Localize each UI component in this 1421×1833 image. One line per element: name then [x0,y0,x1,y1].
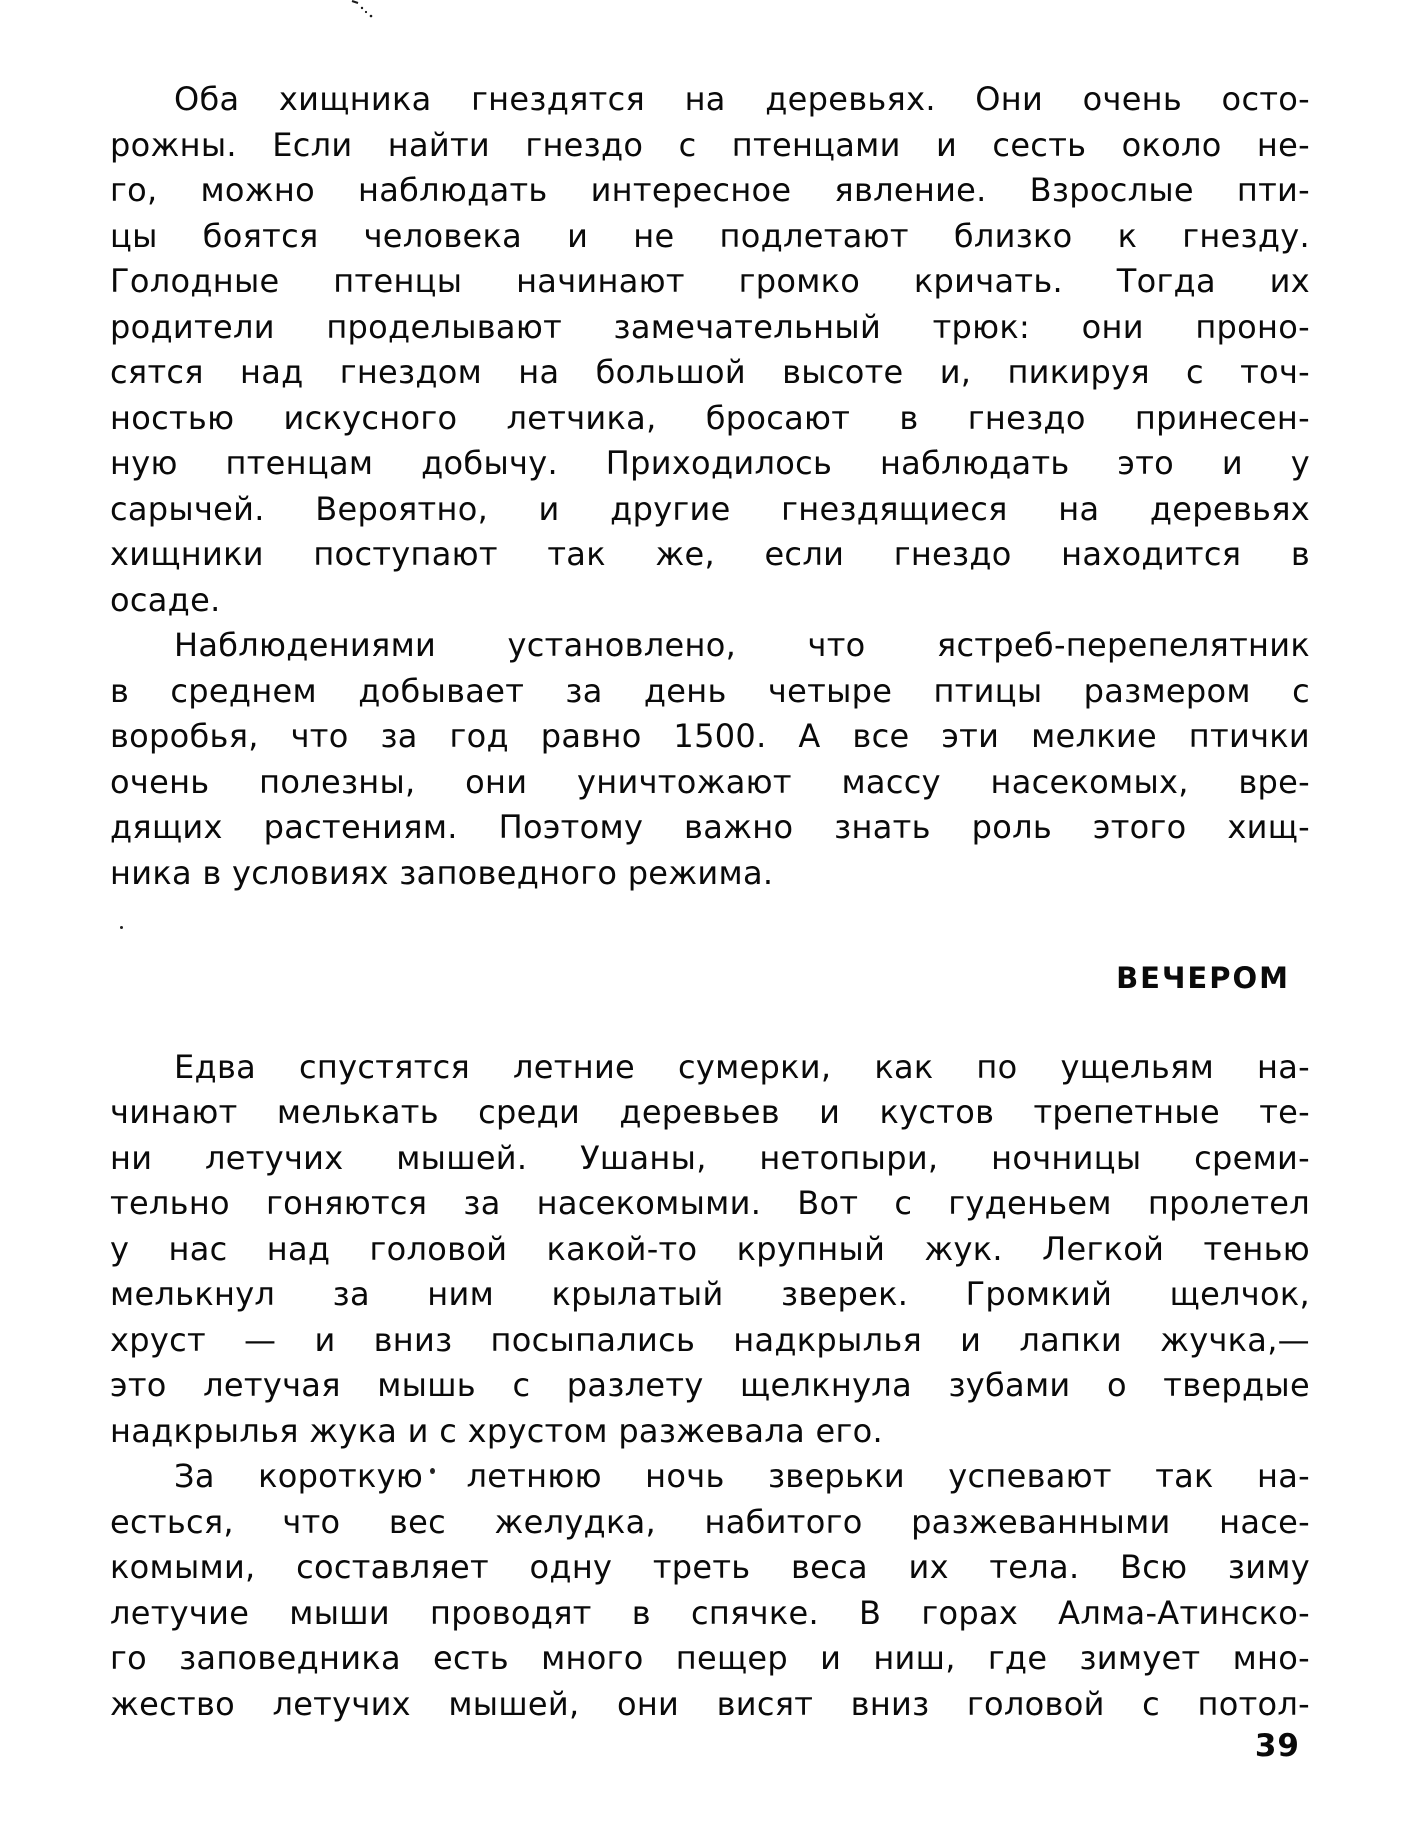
paragraph-1 [110,77,1310,623]
paragraph-4 [110,1454,1310,1727]
text-line: чинают мелькать среди деревьев и кустов трепетные те- [110,1093,1310,1131]
text-line: го, можно наблюдать интересное явление. Взрослые пти- [110,171,1310,209]
text-line: есться, что вес желудка, набитого разжеванными насе- [110,1502,1310,1541]
paragraph-3 [110,1045,1310,1455]
paragraph-2 [110,623,1310,896]
text-line: комыми, составляет одну треть веса их тела. Всю зиму [110,1548,1310,1586]
text-line: го заповедника есть много пещер и ниш, где зимует мно- [110,1639,1310,1677]
text-line: родители проделывают замечательный трюк: они проно- [110,307,1310,346]
text-line: ни летучих мышей. Ушаны, нетопыри, ночницы среми- [110,1138,1310,1177]
text-line: ностью искусного летчика, бросают в гнездо принесен- [110,398,1310,437]
text-line: очень полезны, они уничтожают массу насекомых, вре- [110,762,1310,801]
text-line: надкрылья жука и с хрустом разжевала его. [110,1411,883,1450]
text-line: у нас над головой какой-то крупный жук. Легкой тенью [110,1229,1310,1268]
text-line: Наблюдениями установлено, что ястреб-перепелятник [174,626,1310,664]
text-line: мелькнул за ним крылатый зверек. Громкий щелчок, [110,1275,1310,1313]
text-line: жество летучих мышей, они висят вниз головой с потол- [110,1684,1310,1723]
text-line: тельно гоняются за насекомыми. Вот с гуденьем пролетел [110,1184,1310,1222]
text-line: цы боятся человека и не подлетают близко к гнезду. [110,216,1310,255]
text-line: хищники поступают так же, если гнездо находится в [110,535,1310,573]
text-line: Голодные птенцы начинают громко кричать. Тогда их [110,262,1310,300]
text-line: это летучая мышь с разлету щелкнула зубами о твердые [110,1366,1310,1404]
scan-artifact-scratch [350,0,376,22]
text-line: За короткую летнюю ночь зверьки успевают так на- [174,1457,1310,1495]
page-number: 39 [1254,1728,1300,1764]
text-line: летучие мыши проводят в спячке. В горах Алма-Атинско- [110,1593,1310,1632]
section-heading: ВЕЧЕРОМ [1116,961,1290,995]
text-line: хруст — и вниз посыпались надкрылья и лапки жучка,— [110,1320,1310,1359]
text-line: рожны. Если найти гнездо с птенцами и сесть около не- [110,125,1310,164]
text-line: осаде. [110,580,221,619]
text-line: Едва спустятся летние сумерки, как по ущельям на- [174,1047,1310,1086]
text-line: воробья, что за год равно 1500. А все эти мелкие птички [110,717,1310,755]
text-line: в среднем добывает за день четыре птицы размером с [110,671,1310,710]
text-block [110,77,1310,1727]
text-line: ника в условиях заповедного режима. [110,853,774,892]
text-line: ную птенцам добычу. Приходилось наблюдать это и у [110,444,1310,482]
text-line: Оба хищника гнездятся на деревьях. Они очень осто- [174,80,1310,118]
text-line: дящих растениям. Поэтому важно знать роль этого хищ- [110,808,1310,846]
text-line: сарычей. Вероятно, и другие гнездящиеся на деревьях [110,489,1310,528]
text-line: сятся над гнездом на большой высоте и, пикируя с точ- [110,353,1310,391]
